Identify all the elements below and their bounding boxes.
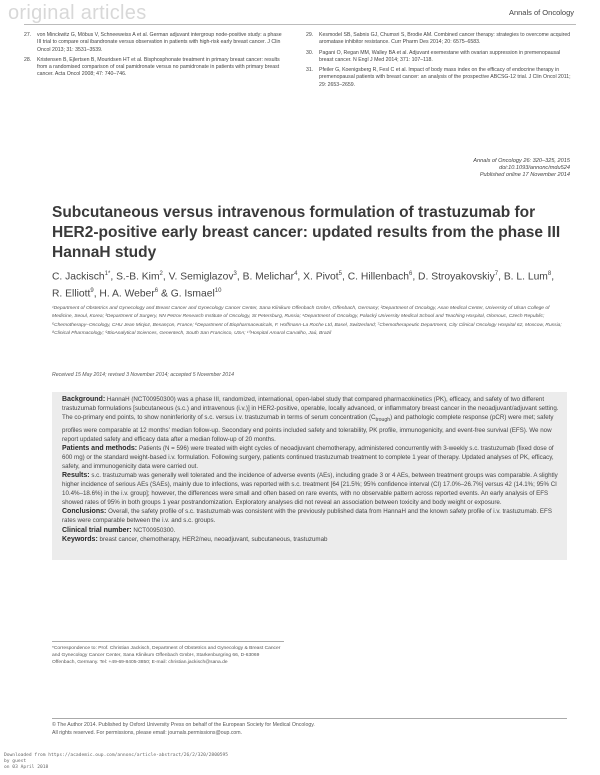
- reference-number: 27.: [24, 32, 32, 38]
- abstract-label: Keywords:: [62, 535, 98, 543]
- abstract-text: breast cancer, chemotherapy, HER2/neu, neoadjuvant, subcutaneous, trastuzumab: [99, 535, 328, 543]
- author-separator: ,: [162, 271, 169, 283]
- author-name: G. Ismael: [170, 288, 215, 300]
- reference-text: Kristensen B, Ejlertsen B, Mouridsen HT et al. Bisphosphonate treatment in primary breast cancer: results from a randomised comparison of oral pamidronate versus no pamidronate in patients with primary breast cancer. Acta Oncol 2008; 47: 740–746.: [37, 56, 280, 78]
- journal-name: Annals of Oncology: [508, 8, 574, 17]
- reference-item: [306, 50, 572, 65]
- reference-text: Kesmodel SB, Sabnis GJ, Chumsri S, Brodie AM. Combined cancer therapy: strategies to overcome acquired aromatase inhibitor resistance. Curr Pharm Des 2014; 20: 6575–6583.: [319, 32, 571, 46]
- abstract-box: [52, 392, 567, 560]
- citation-doi: doi:10.1093/annonc/mdu524: [499, 165, 570, 172]
- author-affiliations: ¹Department of Obstetrics and Gynecology and Breast Cancer and Gynecology Cancer Center, Sana Klinikum Offenbach GmbH, Offenbach, Germany; ²Department of Oncology, Asan Medical Center, University of Ulsan College of Medicine, Seoul, Korea; ³Department of Surgery, NN Petrov Research Institute of Oncology, St Petersburg, Russia; ⁴Department of Oncology, Palacký University Medical School and Teaching Hospital, Olomouc, Czech Republic; ⁵Chemotherapy–Oncology, CHU Jean Minjoz, Besançon, France; ⁶Department of Biopharmaceuticals, F. Hoffmann-La Roche Ltd, Basel, Switzerland; ⁷Chemotherapeutic Department, City Clinical Oncology Hospital 62, Moscow, Russia; ⁸Clinical Pharmacology; ⁹BioAnalytical Sciences, Genentech, South San Francisco, USA; ¹⁰Hospital Amaral Carvalho, Jaú, Brazil: [52, 306, 562, 336]
- abstract-text: NCT00950300.: [133, 526, 176, 534]
- author-name: D. Stroyakovskiy: [418, 271, 495, 283]
- abstract-conclusions: [62, 507, 561, 525]
- article-title: Subcutaneous versus intravenous formulation of trastuzumab for HER2-positive early breast cancer: updated results from the phase III HannaH study: [52, 204, 561, 261]
- author-list: [52, 267, 567, 302]
- author-name: H. A. Weber: [99, 288, 155, 300]
- abstract-label: Results:: [62, 471, 90, 479]
- copyright-line: © The Author 2014. Published by Oxford University Press on behalf of the European Society for Medical Oncology.: [52, 722, 315, 728]
- reference-text: Pagani O, Regan MM, Walley BA et al. Adjuvant exemestane with ovarian suppression in premenopausal breast cancer. N Engl J Med 2014; 371: 107–118.: [319, 49, 561, 63]
- article-citation: [473, 158, 570, 180]
- author-name: X. Pivot: [303, 271, 339, 283]
- download-date-line: on 03 April 2018: [4, 765, 49, 770]
- author-affiliation-mark: 6: [154, 288, 159, 295]
- abstract-text: s.c. trastuzumab was generally well tolerated and the incidence of adverse events (AEs), including grade 3 or 4 AEs, between treatment groups was comparable. A slightly higher incidence of serious AEs (SAEs), mainly due to infections, was reported with s.c. treatment [64 [21.5%; 95% confidence interval (CI) 17.0%–26.7%] versus 42 (14.1%; 95% CI 10.4%–18.6%) in the i.v. group]; however, the differences were small and often based on rare events, with no observable pattern across reported events. An early analysis of EFS showed rates of 95% in both groups 1 year postrandomization. Exploratory analyses did not reveal an association between toxicity and body weight or exposure.: [62, 471, 558, 507]
- abstract-text: Overall, the safety profile of s.c. trastuzumab was consistent with the previously published data from HannaH and the known safety profile of i.v. trastuzumab. EFS rates were comparable between the i.v. and s.c. groups.: [62, 508, 552, 525]
- correspondence-note: *Correspondence to: Prof. Christian Jackisch, Department of Obstetrics and Gynecology & Breast Cancer and Gynecology Cancer Center, Sana Klinikum Offenbach GmbH, Starkenburgring 66, D-63069 Offenbach, Germany. Tel: +49-69-8405-3850; E-mail: christian.jackisch@sana.de: [52, 646, 281, 665]
- reference-item: [24, 32, 286, 54]
- author-separator: ,: [412, 271, 419, 283]
- references-right-column: [306, 32, 572, 92]
- citation-published: Published online 17 November 2014: [479, 172, 570, 179]
- abstract-patients-methods: [62, 444, 561, 471]
- author-name: R. Elliott: [52, 288, 91, 300]
- author-affiliation-mark: 7: [494, 271, 499, 277]
- author-affiliation-mark: 6: [408, 271, 413, 277]
- reference-number: 30.: [306, 49, 314, 56]
- author-affiliation-mark: 4: [294, 271, 298, 277]
- author-affiliation-mark: 2: [159, 271, 163, 277]
- abstract-results: [62, 471, 561, 507]
- reference-number: 31.: [306, 67, 314, 74]
- author-affiliation-mark: 10: [214, 288, 222, 295]
- abstract-label: Patients and methods:: [62, 444, 138, 452]
- footnote-divider: [52, 641, 284, 642]
- abstract-label: Background:: [62, 396, 106, 403]
- header-divider: [24, 24, 576, 25]
- abstract-trial-number: [62, 526, 561, 535]
- author-name: B. Melichar: [242, 271, 295, 283]
- reference-item: [24, 57, 286, 79]
- author-separator: ,: [93, 288, 100, 300]
- references-left-column: [24, 32, 286, 82]
- reference-text: von Minckwitz G, Möbus V, Schneeweiss A et al. German adjuvant intergroup node-positive study: a phase III trial to compare oral ibandronate versus observation in patients with high-risk early breast cancer. J Clin Oncol 2013; 31: 3531–3539.: [37, 32, 282, 53]
- subscript: trough: [375, 417, 391, 424]
- abstract-text: Patients (N = 596) were treated with eight cycles of neoadjuvant chemotherapy, administered concurrently with 3-weekly s.c. trastuzumab (fixed dose of 600 mg) or the standard weight-based i.v. formulation. Following surgery, patients continued trastuzumab treatment to complete 1 year of therapy. Updated analyses of PK, efficacy, safety, and immunogenicity data were carried out.: [62, 444, 554, 470]
- permissions-line: All rights reserved. For permissions, please email: journals.permissions@oup.com.: [52, 729, 243, 736]
- author-name: C. Jackisch: [52, 271, 105, 283]
- author-affiliation-mark: 9: [90, 288, 94, 295]
- author-affiliation-mark: 3: [233, 271, 237, 277]
- reference-number: 29.: [306, 32, 314, 38]
- abstract-label: Conclusions:: [62, 508, 107, 516]
- received-dates: Received 15 May 2014; revised 3 November 2014; accepted 5 November 2014: [52, 372, 234, 378]
- copyright-notice: [52, 718, 567, 738]
- author-name: V. Semiglazov: [168, 271, 234, 283]
- abstract-keywords: [62, 535, 561, 544]
- reference-number: 28.: [24, 56, 32, 63]
- author-separator: ,: [551, 271, 555, 283]
- author-affiliation-mark: 5: [338, 271, 342, 277]
- abstract-label: Clinical trial number:: [62, 526, 132, 534]
- author-separator: ,: [297, 271, 304, 283]
- abstract-text: HannaH (NCT00950300) was a phase III, randomized, international, open-label study that compared pharmacokinetics (PK), efficacy, and safety of two different trastuzumab formulations [subcutaneous (s.c.) and intravenous (i.v.)] in HER2-positive, operable, locally advanced, or inflammatory breast cancer in the neoadjuvant/adjuvant setting. The co-primary end points, to show noninferiority of s.c. versus i.v. trastuzumab in terms of serum concentration (C: [62, 396, 559, 422]
- reference-text: Pfeiler G, Koenigsberg R, Fesl C et al. Impact of body mass index on the efficacy of endocrine therapy in premenopausal patients with breast cancer: an analysis of the prospective ABCSG-12 trial. J Clin Oncol 2011; 29: 2653–2659.: [319, 67, 571, 88]
- citation-volume: Annals of Oncology 26: 320–325, 2015: [473, 158, 570, 164]
- author-affiliation-mark: 1*: [104, 271, 111, 277]
- author-affiliation-mark: 8: [547, 271, 552, 277]
- section-label: original articles: [8, 2, 147, 24]
- author-separator: ,: [110, 271, 117, 283]
- author-name: S.-B. Kim: [116, 271, 160, 283]
- author-separator: ,: [341, 271, 348, 283]
- reference-item: [306, 32, 572, 47]
- author-separator: &: [158, 288, 171, 300]
- reference-item: [306, 67, 572, 89]
- author-name: C. Hillenbach: [347, 271, 409, 283]
- abstract-text: ) and pathologic complete response (pCR) were met; safety profiles were comparable at 12 months' median follow-up. Secondary end points included safety and tolerability, PK profile, immunogenicity, and event-free survival (EFS). We now report updated safety and efficacy data after a median follow-up of 20 months.: [62, 414, 554, 443]
- download-guest-line: by guest: [4, 759, 27, 764]
- author-name: B. L. Lum: [503, 271, 548, 283]
- abstract-background: [62, 395, 561, 444]
- download-url-line: Downloaded from https://academic.oup.com/annonc/article-abstract/26/2/320/2800595: [4, 753, 229, 758]
- download-watermark: [4, 753, 228, 771]
- author-separator: ,: [498, 271, 504, 283]
- author-separator: ,: [236, 271, 243, 283]
